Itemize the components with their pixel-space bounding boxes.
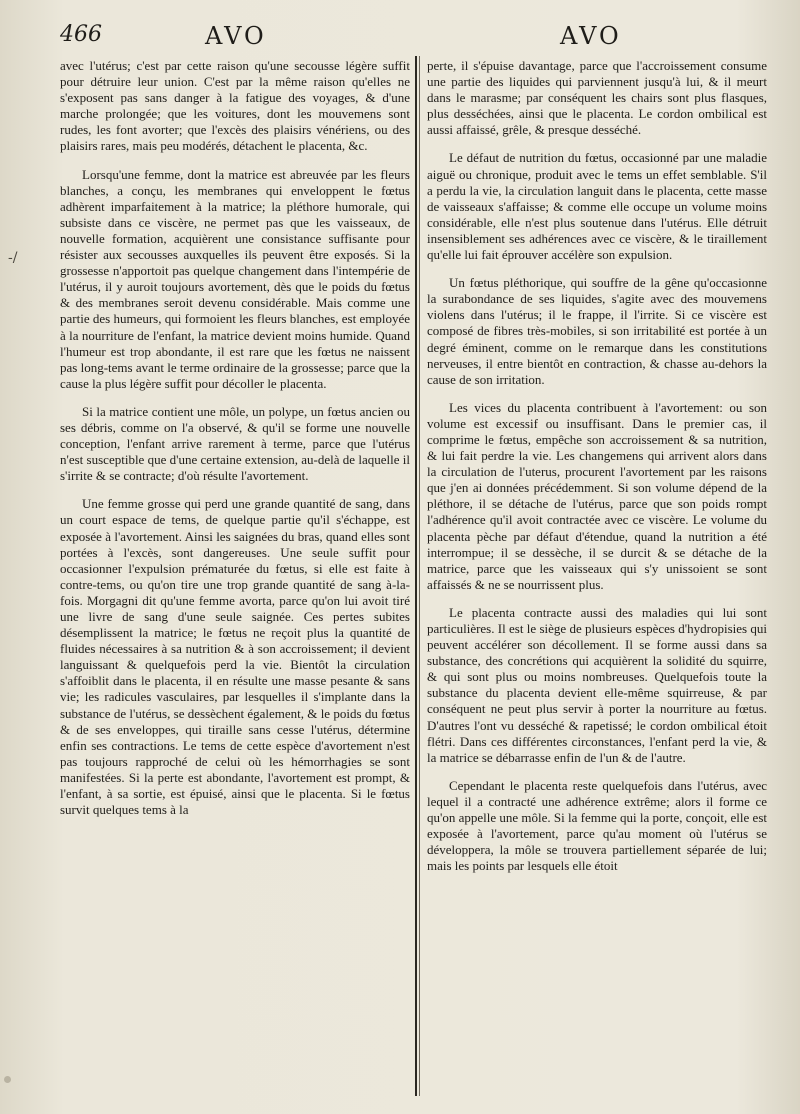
running-head-left: AVO	[205, 22, 267, 50]
running-head-right: AVO	[560, 22, 622, 50]
left-column	[60, 58, 410, 830]
paragraph: Le placenta contracte aussi des maladies qui lui sont particulières. Il est le siège de plusieurs espèces d'hydropisies qui peuvent accélérer son décollement. Il se forme aussi dans sa substance, des concrétions qui acquièrent la solidité du squirre, & qui sont plus ou moins nombreuses. Quelquefois toute la substance du placenta devient elle-même squirreuse, & par conséquent ne peut plus servir à porter la nourriture au fœtus. D'autres l'ont vu desséché & rapetissé; le cordon ombilical étoit flétri. Dans ces différentes circonstances, l'enfant perd la vie, & la matrice se débarrasse enfin de l'un & de l'autre.	[427, 604, 767, 765]
page-number: 466	[60, 22, 102, 47]
paragraph: Si la matrice contient une môle, un polype, un fœtus ancien ou ses débris, comme on l'a observé, & qu'il se forme une nouvelle conception, l'enfant arrive rarement à terme, parce que l'utérus n'est susceptible que d'une certaine extension, au-delà de laquelle il s'irrite & se contracte; d'où résulte l'avortement.	[60, 403, 410, 484]
paragraph: Cependant le placenta reste quelquefois dans l'utérus, avec lequel il a contracté une adhérence extrême; alors il forme ce qu'on appelle une môle. Si la femme qui la porte, conçoit, elle est exposée à l'avortement, parce qu'au moment où l'utérus se développera, la môle se trouvera partiellement séparée de lui; mais les points par lesquels elle étoit	[427, 777, 767, 874]
paragraph: Un fœtus pléthorique, qui souffre de la gêne qu'occasionne la surabondance de ses liquides, s'agite avec des mouvemens violens dans l'utérus; il le frappe, il l'irrite. Si ce viscère est composé de fibres très-mobiles, si son irritabilité est portée à un degré éminent, comme on le remarque dans les constitutions nerveuses, il entre bientôt en contraction, & chasse au-dehors la cause de son irritation.	[427, 275, 767, 387]
paragraph: Une femme grosse qui perd une grande quantité de sang, dans un court espace de tems, de quelque partie qu'il s'échappe, est exposée à l'avortement. Ainsi les saignées du bras, quand elles sont portées à l'excès, sont dangereuses. Une seule suffit pour occasionner l'expulsion prématurée du fœtus, si elle est faite à contre-tems, ou qu'on tire une trop grande quantité de sang à-la-fois. Morgagni dit qu'une femme avorta, parce qu'on lui avoit tiré une livre de sang d'une seule saignée. Ces pertes subites désemplissent la matrice; le fœtus ne reçoit plus la quantité de fluides nécessaires à sa nutrition & à son accroissement; il devient languissant & quelquefois perd la vie. Bientôt la circulation s'affoiblit dans le placenta, il en résulte une masse pesante & sans vie; les radicules vasculaires, par lesquelles il s'implante dans la substance de l'utérus, se dessèchent également, & le poids du fœtus & de ses enveloppes, qui tiraille sans cesse l'utérus, détermine enfin ses contractions. Le tems de cette espèce d'avortement n'est pas toujours rapproché de celui où les hémorrhagies se sont manifestées. Si la perte est abondante, l'avortement est prompt, & l'enfant, à sa sortie, est épuisé, ainsi que le placenta. Si le fœtus survit quelques tems à la	[60, 496, 410, 818]
paragraph: avec l'utérus; c'est par cette raison qu'une secousse légère suffit pour détruire leur union. C'est par la même raison qu'elles ne s'exposent pas sans danger à la fatigue des voyages, & d'une marche prolongée; que les voitures, dont les mouvemens sont rudes, les font avorter; que l'excès des plaisirs vénériens, ou des plaisirs rares, mais peu modérés, détachent le placenta, &c.	[60, 58, 410, 154]
paragraph: perte, il s'épuise davantage, parce que l'accroissement consume une partie des liquides qui parviennent jusqu'à lui, & il meurt dans le marasme; par conséquent les chairs sont plus flasques, plus desséchées, ainsi que le placenta. Le cordon ombilical est aussi affaissé, grêle, & presque desséché.	[427, 58, 767, 138]
paragraph: Le défaut de nutrition du fœtus, occasionné par une maladie aiguë ou chronique, produit avec le tems un effet semblable. S'il a perdu la vie, la circulation languit dans le placenta, cette masse de vaisseaux s'affaisse; & comme elle occupe un volume moins considérable, elle n'est plus soutenue dans l'utérus. Elle détruit insensiblement ses adhérences avec ce viscère, & le tiraillement qu'elle lui fait éprouver accélère son expulsion.	[427, 150, 767, 263]
paper-stain	[4, 1076, 11, 1083]
right-column	[427, 58, 767, 886]
paragraph: Les vices du placenta contribuent à l'avortement: ou son volume est excessif ou insuffisant. Dans le premier cas, il comprime le fœtus, empêche son accroissement & sa nutrition, & lui fait perdre la vie. Les changemens qui arrivent alors dans la circulation de l'uterus, procurent l'avortement par les raisons que j'en ai données précédemment. Si son volume dépend de la pléthore, il se détache de l'utérus, parce que son poids rompt l'adhérence qu'il avoit contractée avec ce viscère. Le volume du placenta pèche par défaut d'étendue, quand la nutrition a été interrompue; il se dessèche, il se durcit & se détache de la matrice, parce que les vaisseaux qui s'y unissoient se sont affaissés & ne se nourrissent plus.	[427, 399, 767, 592]
paragraph: Lorsqu'une femme, dont la matrice est abreuvée par les fleurs blanches, a conçu, les membranes qui enveloppent le fœtus adhèrent imparfaitement à la matrice; la pléthore humorale, qui subsiste dans ce viscère, ne permet pas que les vaisseaux, de nouvelle formation, acquièrent une consistance suffisante pour résister aux secousses auxquelles ils peuvent être exposés. Si la grossesse n'apportoit pas quelque changement dans l'intempérie de l'utérus, il y auroit toujours avortement, dès que le poids du fœtus & des membranes seroit devenu considérable. Mais comme une partie des humeurs, qui formoient les fleurs blanches, est employée à la nourriture de l'enfant, la matrice devient moins humide. Quand l'humeur est trop abondante, il est rare que les fœtus ne naissent pas long-tems avant le terme ordinaire de la grossesse; parce que la cause la plus légère suffit pour décoller le placenta.	[60, 166, 410, 391]
column-divider-hairline	[419, 56, 420, 1096]
column-divider	[415, 56, 417, 1096]
margin-annotation: -/	[8, 250, 18, 266]
